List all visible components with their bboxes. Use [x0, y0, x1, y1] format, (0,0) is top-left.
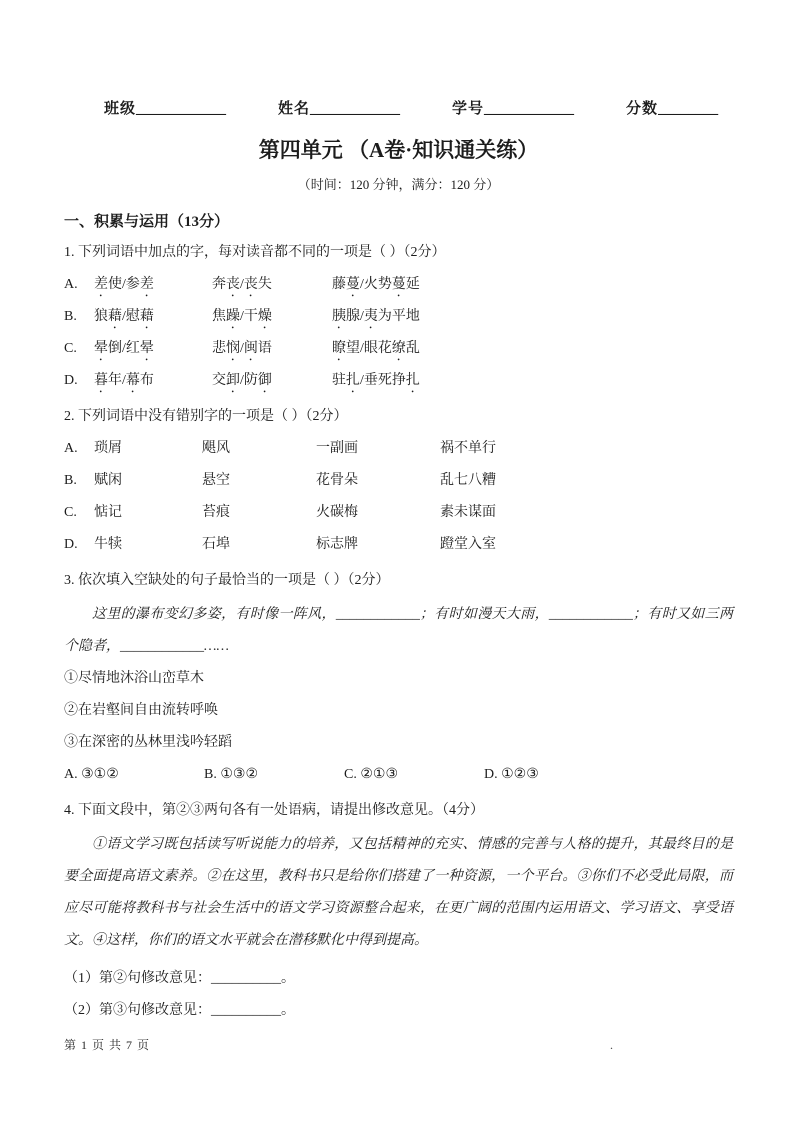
q2-option-c — [64, 497, 733, 529]
q2-option-b — [64, 465, 733, 497]
q1-option-c — [64, 333, 733, 365]
exam-title: 第四单元 （A卷·知识通关练） — [258, 138, 539, 162]
name-blank-line: ____________ — [310, 101, 401, 117]
option-label: D. — [64, 373, 78, 388]
word: 飓风 — [202, 441, 230, 456]
word-pair: 差使/参差 — [94, 277, 154, 292]
q3-option-c: C. ②①③ — [344, 767, 398, 782]
word-pair: 藤蔓/火势蔓延 — [332, 277, 420, 292]
option-label: C. — [64, 341, 77, 356]
student-id-field — [452, 97, 574, 121]
page-number: 第 1 页 共 7 页 — [64, 1038, 151, 1052]
q4-blank-1: （1）第②句修改意见：__________。 — [64, 971, 295, 986]
q3-item-1: ①尽情地沐浴山峦草木 — [64, 671, 204, 686]
student-id-label: 学号 — [452, 101, 485, 117]
word-pair: 晕倒/红晕 — [94, 341, 154, 356]
score-field — [626, 97, 718, 121]
word-pair: 瞭望/眼花缭乱 — [332, 341, 420, 356]
section-heading: 一、积累与运用（13分） — [64, 214, 230, 230]
q4-answer-blanks — [64, 963, 733, 1027]
option-label: D. — [64, 537, 78, 552]
q1-option-a — [64, 269, 733, 301]
option-label: B. — [64, 309, 77, 324]
q3-option-d: D. ①②③ — [484, 767, 539, 782]
word: 乱七八糟 — [440, 473, 496, 488]
word-pair: 胰腺/夷为平地 — [332, 309, 420, 324]
q3-passage: 这里的瀑布变幻多姿，有时像一阵风，____________；有时如漫天大雨，____________；有时又如三两个隐者，____________…… — [64, 607, 733, 654]
q1-stem: 1. 下列词语中加点的字，每对读音都不同的一项是（ ）（2分） — [64, 245, 446, 260]
word: 惦记 — [94, 505, 122, 520]
score-label: 分数 — [626, 101, 659, 117]
q4-blank-2: （2）第③句修改意见：__________。 — [64, 1003, 295, 1018]
word-pair: 驻扎/垂死挣扎 — [332, 373, 420, 388]
option-label: A. — [64, 277, 78, 292]
word: 牛犊 — [94, 537, 122, 552]
word-pair: 奔丧/丧失 — [212, 277, 272, 292]
student-id-blank-line: ____________ — [484, 101, 575, 117]
word-pair: 焦躁/干燥 — [212, 309, 272, 324]
word: 蹬堂入室 — [440, 537, 496, 552]
q2-option-d — [64, 529, 733, 561]
q3-option-b: B. ①③② — [204, 767, 258, 782]
name-label: 姓名 — [278, 101, 311, 117]
q2-option-a — [64, 433, 733, 465]
option-label: C. — [64, 505, 77, 520]
word: 琐屑 — [94, 441, 122, 456]
word-pair: 暮年/幕布 — [94, 373, 154, 388]
word: 祸不单行 — [440, 441, 496, 456]
option-label: B. — [64, 473, 77, 488]
q3-options-row — [64, 759, 733, 791]
exam-time-score: （时间：120 分钟，满分：120 分） — [297, 177, 500, 192]
word-pair: 交卸/防御 — [212, 373, 272, 388]
q3-item-3: ③在深密的丛林里浅吟轻蹈 — [64, 735, 232, 750]
word: 标志牌 — [316, 537, 358, 552]
score-blank-line: ________ — [658, 101, 719, 117]
word: 一副画 — [316, 441, 358, 456]
stray-mark: . — [610, 1038, 613, 1052]
class-blank-line: ____________ — [136, 101, 227, 117]
word: 石埠 — [202, 537, 230, 552]
student-info-row — [64, 97, 733, 121]
word: 花骨朵 — [316, 473, 358, 488]
q2-stem: 2. 下列词语中没有错别字的一项是（ ）（2分） — [64, 409, 348, 424]
class-label: 班级 — [104, 101, 137, 117]
word-pair: 悲悯/闽语 — [212, 341, 272, 356]
q3-item-2: ②在岩壑间自由流转呼唤 — [64, 703, 218, 718]
q1-option-d — [64, 365, 733, 397]
word: 苔痕 — [202, 505, 230, 520]
q4-passage: ①语文学习既包括读写听说能力的培养，又包括精神的充实、情感的完善与人格的提升，其最终目的是要全面提高语文素养。②在这里，教科书只是给你们搭建了一种资源，一个平台。③你们不必受此局限，而应尽可能将教科书与社会生活中的语文学习资源整合起来，在更广阔的范围内运用语文、学习语文、享受语文。④这样，你们的语文水平就会在潜移默化中得到提高。 — [64, 837, 733, 948]
q1-option-b — [64, 301, 733, 333]
word: 素未谋面 — [440, 505, 496, 520]
page-content — [64, 0, 733, 1027]
q3-stem: 3. 依次填入空缺处的句子最恰当的一项是（ ）（2分） — [64, 573, 390, 588]
name-field — [278, 97, 400, 121]
word-pair: 狼藉/慰藉 — [94, 309, 154, 324]
word: 赋闲 — [94, 473, 122, 488]
class-field — [104, 97, 226, 121]
word: 火碳梅 — [316, 505, 358, 520]
q3-option-a: A. ③①② — [64, 767, 119, 782]
option-label: A. — [64, 441, 78, 456]
word: 悬空 — [202, 473, 230, 488]
q4-stem: 4. 下面文段中，第②③两句各有一处语病，请提出修改意见。（4分） — [64, 803, 484, 818]
